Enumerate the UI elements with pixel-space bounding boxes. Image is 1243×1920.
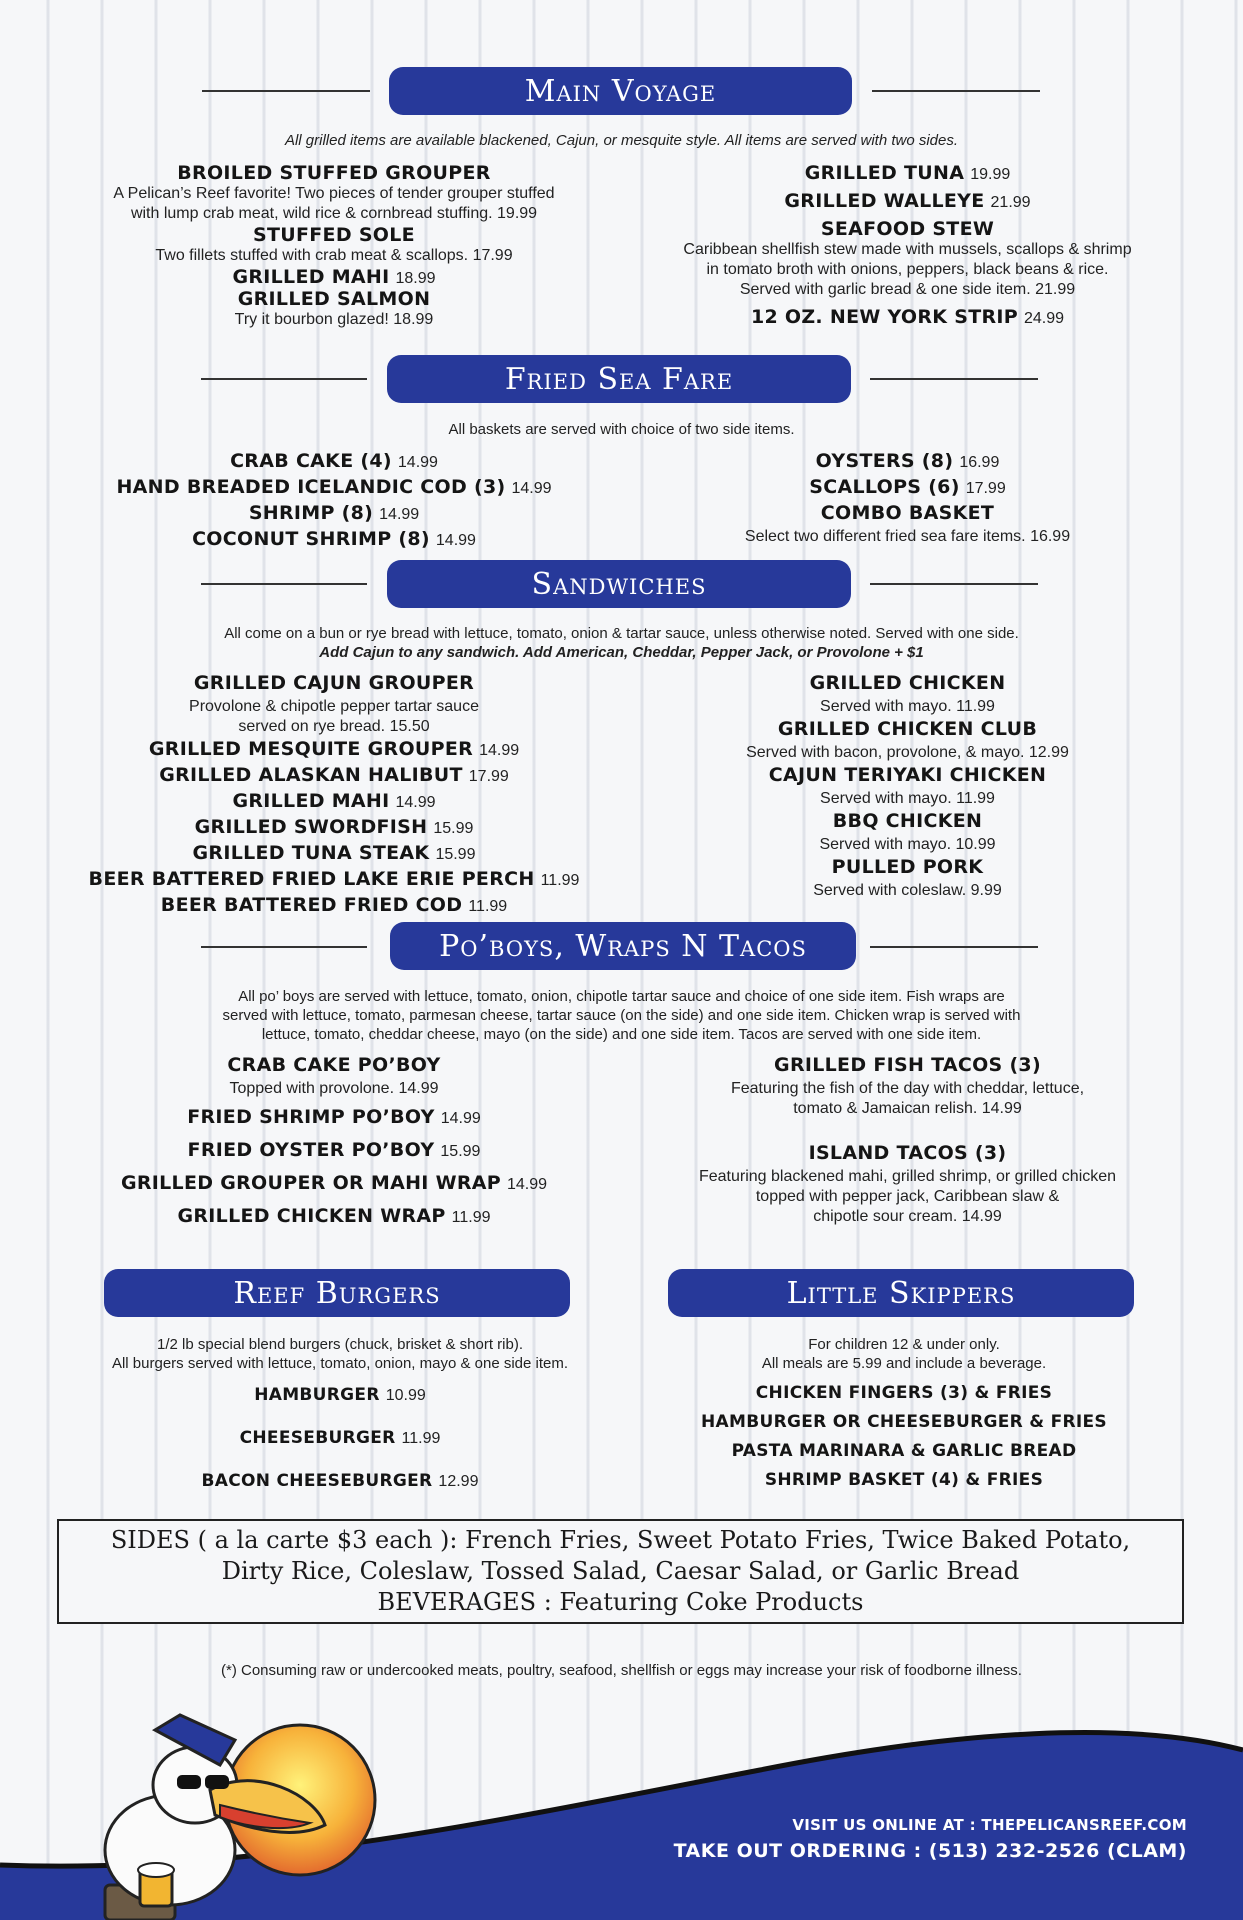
poboys-title: Po’boys, Wraps N Tacos	[439, 928, 807, 964]
food-safety-disclaimer: (*) Consuming raw or undercooked meats, poultry, seafood, shellfish or eggs may increase your risk of foodborne illness.	[221, 1662, 1022, 1679]
menu-item: GRILLED ALASKAN HALIBUT 17.99	[159, 764, 509, 786]
reef-burgers-header	[104, 1269, 570, 1317]
fried-sea-fare-title: Fried Sea Fare	[504, 361, 734, 397]
fried-sea-fare-note: All baskets are served with choice of two side items.	[448, 421, 795, 438]
poboys-right-column	[625, 1053, 1190, 1227]
menu-item: 12 OZ. NEW YORK STRIP 24.99	[750, 306, 1065, 328]
little-skippers-note: For children 12 & under only. All meals are 5.99 and include a beverage.	[761, 1336, 1047, 1372]
poboys-left-column	[50, 1053, 618, 1230]
menu-item: GRILLED MESQUITE GROUPER 14.99	[148, 738, 520, 760]
menu-item: GRILLED FISH TACOS (3) Featuring the fish of the day with cheddar, lettuce, tomato & Jamaican relish. 14.99	[730, 1054, 1085, 1117]
menu-item: STUFFED SOLE Two fillets stuffed with crab meat & scallops. 17.99	[155, 224, 513, 264]
menu-item: GRILLED SWORDFISH 15.99	[194, 816, 474, 838]
menu-item: GRILLED TUNA 19.99	[804, 162, 1011, 184]
main-voyage-title: Main Voyage	[524, 73, 717, 109]
menu-item: BROILED STUFFED GROUPER A Pelican’s Reef favorite! Two pieces of tender grouper stuffed with lump crab meat, wild rice & cornbread stuffing. 19.99	[113, 162, 555, 222]
little-skippers-list	[614, 1379, 1194, 1495]
poboys-note: All po’ boys are served with lettuce, tomato, onion, chipotle tartar sauce and choice of one side item. Fish wraps are served with lettuce, tomato, parmesan cheese, tartar sauce (on the side) and one side item. Chicken wrap is served with lettuce, tomato, cheddar cheese, mayo (on the side) and one side item. Tacos are served with one side item.	[222, 988, 1021, 1043]
sandwiches-right-column	[625, 671, 1190, 901]
poboys-header	[390, 922, 856, 970]
website-link[interactable]: VISIT US ONLINE AT : THEPELICANSREEF.COM	[792, 1816, 1187, 1834]
menu-item: SHRIMP (8) 14.99	[248, 502, 420, 524]
fried-sea-fare-header	[387, 355, 851, 403]
menu-item: PULLED PORK Served with coleslaw. 9.99	[813, 856, 1002, 899]
menu-item: BEER BATTERED FRIED COD 11.99	[160, 894, 508, 916]
fried-sea-fare-left-column	[50, 449, 618, 553]
reef-burgers-list	[50, 1383, 630, 1494]
reef-burgers-title: Reef Burgers	[233, 1275, 441, 1311]
main-voyage-right-column	[625, 162, 1190, 328]
reef-burgers-note: 1/2 lb special blend burgers (chuck, brisket & short rib). All burgers served with lettuce, tomato, onion, mayo & one side item.	[111, 1336, 569, 1372]
menu-item: GRILLED SALMON Try it bourbon glazed! 18.99	[234, 288, 434, 328]
main-voyage-header	[389, 67, 852, 115]
menu-item: BEER BATTERED FRIED LAKE ERIE PERCH 11.99	[88, 868, 580, 890]
sandwiches-note: All come on a bun or rye bread with lettuce, tomato, onion & tartar sauce, unless otherwise noted. Served with one side.	[224, 625, 1019, 642]
menu-item: SCALLOPS (6) 17.99	[809, 476, 1006, 498]
divider-right	[870, 946, 1038, 948]
little-skippers-title: Little Skippers	[786, 1275, 1016, 1311]
menu-item: CRAB CAKE PO’BOY Topped with provolone. 14.99	[227, 1054, 441, 1097]
menu-item: GRILLED MAHI 14.99	[232, 790, 436, 812]
menu-item: COMBO BASKET Select two different fried sea fare items. 16.99	[744, 502, 1071, 545]
main-voyage-note: All grilled items are available blackened, Cajun, or mesquite style. All items are served with two sides.	[284, 132, 959, 149]
divider-left	[201, 946, 367, 948]
menu-item: BACON CHEESEBURGER 12.99	[201, 1471, 479, 1491]
divider-left	[202, 90, 370, 92]
fried-sea-fare-right-column	[625, 449, 1190, 547]
takeout-phone[interactable]: TAKE OUT ORDERING : (513) 232-2526 (CLAM)	[673, 1840, 1187, 1862]
divider-left	[201, 583, 367, 585]
menu-item: GRILLED CHICKEN Served with mayo. 11.99	[809, 672, 1006, 715]
divider-right	[870, 583, 1038, 585]
pelican-mascot-icon	[85, 1705, 385, 1920]
menu-item: BBQ CHICKEN Served with mayo. 10.99	[819, 810, 996, 853]
sandwiches-header	[387, 560, 851, 608]
sandwiches-left-column	[50, 671, 618, 919]
beverages-line: BEVERAGES : Featuring Coke Products	[377, 1588, 864, 1616]
sandwiches-title: Sandwiches	[531, 566, 707, 602]
menu-item: CAJUN TERIYAKI CHICKEN Served with mayo. 11.99	[768, 764, 1047, 807]
menu-item: CRAB CAKE (4) 14.99	[230, 450, 438, 472]
menu-item: GRILLED WALLEYE 21.99	[784, 190, 1031, 212]
sandwiches-addon-note: Add Cajun to any sandwich. Add American, Cheddar, Pepper Jack, or Provolone + $1	[319, 644, 924, 661]
menu-item: GRILLED CHICKEN CLUB Served with bacon, provolone, & mayo. 12.99	[746, 718, 1069, 761]
menu-item: GRILLED CAJUN GROUPER Provolone & chipotle pepper tartar sauce served on rye bread. 15.50	[189, 672, 479, 735]
menu-item: HAMBURGER OR CHEESEBURGER & FRIES	[701, 1412, 1107, 1432]
divider-right	[870, 378, 1038, 380]
menu-item: GRILLED TUNA STEAK 15.99	[192, 842, 476, 864]
menu-item: SEAFOOD STEW Caribbean shellfish stew made with mussels, scallops & shrimp in tomato broth with onions, peppers, black beans & rice. Served with garlic bread & one side item. 21.99	[683, 218, 1132, 298]
menu-item: HAMBURGER 10.99	[254, 1385, 426, 1405]
menu-item: CHEESEBURGER 11.99	[239, 1428, 441, 1448]
menu-item: PASTA MARINARA & GARLIC BREAD	[731, 1441, 1077, 1461]
menu-item: CHICKEN FINGERS (3) & FRIES	[755, 1383, 1053, 1403]
menu-item: SHRIMP BASKET (4) & FRIES	[764, 1470, 1044, 1490]
divider-right	[872, 90, 1040, 92]
main-voyage-left-column	[50, 162, 618, 330]
menu-item: HAND BREADED ICELANDIC COD (3) 14.99	[116, 476, 552, 498]
sides-line: SIDES ( a la carte $3 each ): French Fries, Sweet Potato Fries, Twice Baked Potato,	[110, 1526, 1131, 1554]
menu-item: GRILLED MAHI 18.99	[232, 266, 436, 288]
sides-line: Dirty Rice, Coleslaw, Tossed Salad, Caesar Salad, or Garlic Bread	[221, 1557, 1020, 1585]
menu-item: GRILLED CHICKEN WRAP 11.99	[177, 1205, 491, 1227]
menu-item: FRIED OYSTER PO’BOY 15.99	[187, 1139, 481, 1161]
menu-item: FRIED SHRIMP PO’BOY 14.99	[187, 1106, 481, 1128]
menu-item: COCONUT SHRIMP (8) 14.99	[192, 528, 476, 550]
menu-item: OYSTERS (8) 16.99	[815, 450, 1000, 472]
sides-box	[57, 1519, 1184, 1624]
divider-left	[201, 378, 367, 380]
little-skippers-header	[668, 1269, 1134, 1317]
menu-item: GRILLED GROUPER OR MAHI WRAP 14.99	[120, 1172, 548, 1194]
menu-item: ISLAND TACOS (3) Featuring blackened mahi, grilled shrimp, or grilled chicken topped with pepper jack, Caribbean slaw & chipotle sour cream. 14.99	[698, 1142, 1117, 1225]
